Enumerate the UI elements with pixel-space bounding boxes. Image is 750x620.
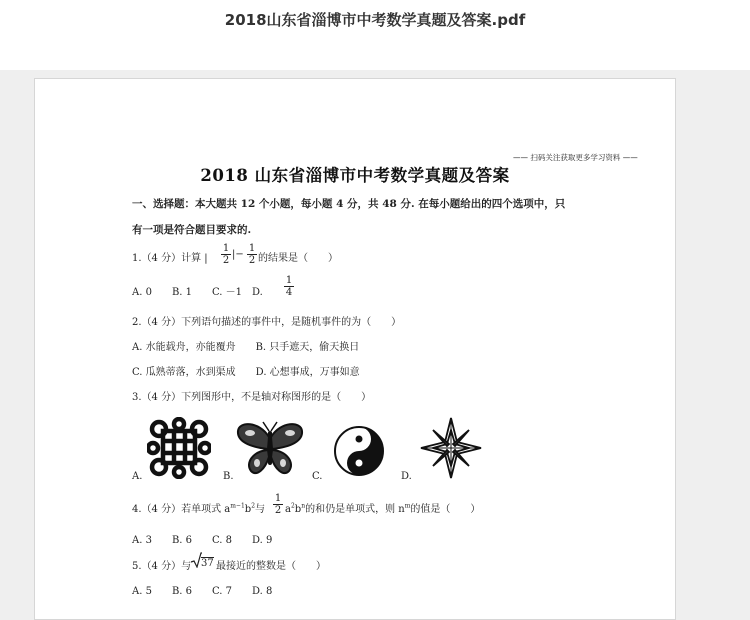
q2-options-cd: C. 瓜熟蒂落，水到渠成 D. 心想事成，万事如意 [132, 367, 360, 378]
q4-mid3: a [285, 504, 291, 515]
q2-stem: 2.（4 分）下列语句描述的事件中，是随机事件的为（ ） [132, 317, 402, 328]
q3-option-d-label: D. [401, 471, 412, 482]
q4-frac-den: 2 [274, 505, 282, 516]
document-page [34, 78, 676, 620]
q1-d-num: 1 [285, 275, 293, 286]
q3-option-c-label: C. [312, 471, 323, 482]
q4-sup2: 2 [251, 502, 256, 510]
q4-mid2: 与 [255, 504, 266, 515]
q1-frac2-den: 2 [248, 255, 256, 266]
q5-options: A. 5 B. 6 C. 7 D. 8 [132, 586, 273, 597]
q1-fraction-1 [221, 243, 231, 266]
q1-frac2-num: 1 [248, 243, 256, 254]
q1-frac1-num: 1 [222, 243, 230, 254]
q4-mid1: b [244, 504, 252, 515]
q1-option-d-fraction [284, 275, 294, 298]
q1-d-den: 4 [285, 287, 293, 298]
q4-frac-num: 1 [274, 493, 282, 504]
q4-sup1: m−1 [230, 502, 245, 510]
q4-sup5: m [404, 502, 411, 510]
q4-suffix2: 的值是（ ） [410, 504, 481, 515]
q4-line [132, 500, 265, 515]
q4-fraction [273, 493, 283, 516]
q3-option-a-label: A. [132, 471, 143, 482]
q4-sup3: 2 [290, 502, 295, 510]
file-title: 2018山东省淄博市中考数学真题及答案.pdf [224, 11, 526, 29]
q4-line-rest [285, 500, 480, 515]
q1-frac1-den: 2 [222, 255, 230, 266]
q4-options: A. 3 B. 6 C. 8 D. 9 [132, 535, 273, 546]
q4-suffix: 的和仍是单项式，则 n [305, 504, 405, 515]
q4-mid4: b [294, 504, 302, 515]
q5-prefix: 5.（4 分）与 [132, 561, 192, 572]
q3-stem: 3.（4 分）下列图形中，不是轴对称图形的是（ ） [132, 392, 372, 403]
q3-option-b-label: B. [223, 471, 234, 482]
section-heading-line2: 有一项是符合题目要求的. [132, 224, 252, 236]
q1-options: A. 0 B. 1 C. －1 D. [132, 287, 263, 298]
q1-prefix: 1.（4 分）计算 | [132, 253, 208, 264]
section-heading-line1: 一、选择题：本大题共 12 个小题，每小题 4 分，共 48 分. 在每小题给出的四个选项中，只 [132, 198, 566, 210]
butterfly-icon [235, 419, 305, 477]
q5-radicand: 37 [201, 558, 214, 569]
q1-mid: |− [232, 249, 244, 260]
document-title: 2018 山东省淄博市中考数学真题及答案 [200, 166, 510, 185]
q4-sup4: n [301, 502, 306, 510]
q4-prefix: 4.（4 分）若单项式 a [132, 504, 231, 515]
viewer-toolbar [0, 0, 750, 70]
q1-suffix: 的结果是（ ） [258, 253, 338, 264]
q2-options-ab: A. 水能载舟，亦能覆舟 B. 只手遮天，偷天换日 [132, 342, 360, 353]
compass-star-icon [419, 416, 483, 480]
q1-fraction-2 [247, 243, 257, 266]
yin-yang-icon [333, 425, 385, 477]
watermark-text: —— 扫码关注获取更多学习资料 —— [513, 153, 638, 162]
q5-suffix: 最接近的整数是（ ） [216, 561, 326, 572]
chinese-knot-icon [147, 417, 211, 479]
